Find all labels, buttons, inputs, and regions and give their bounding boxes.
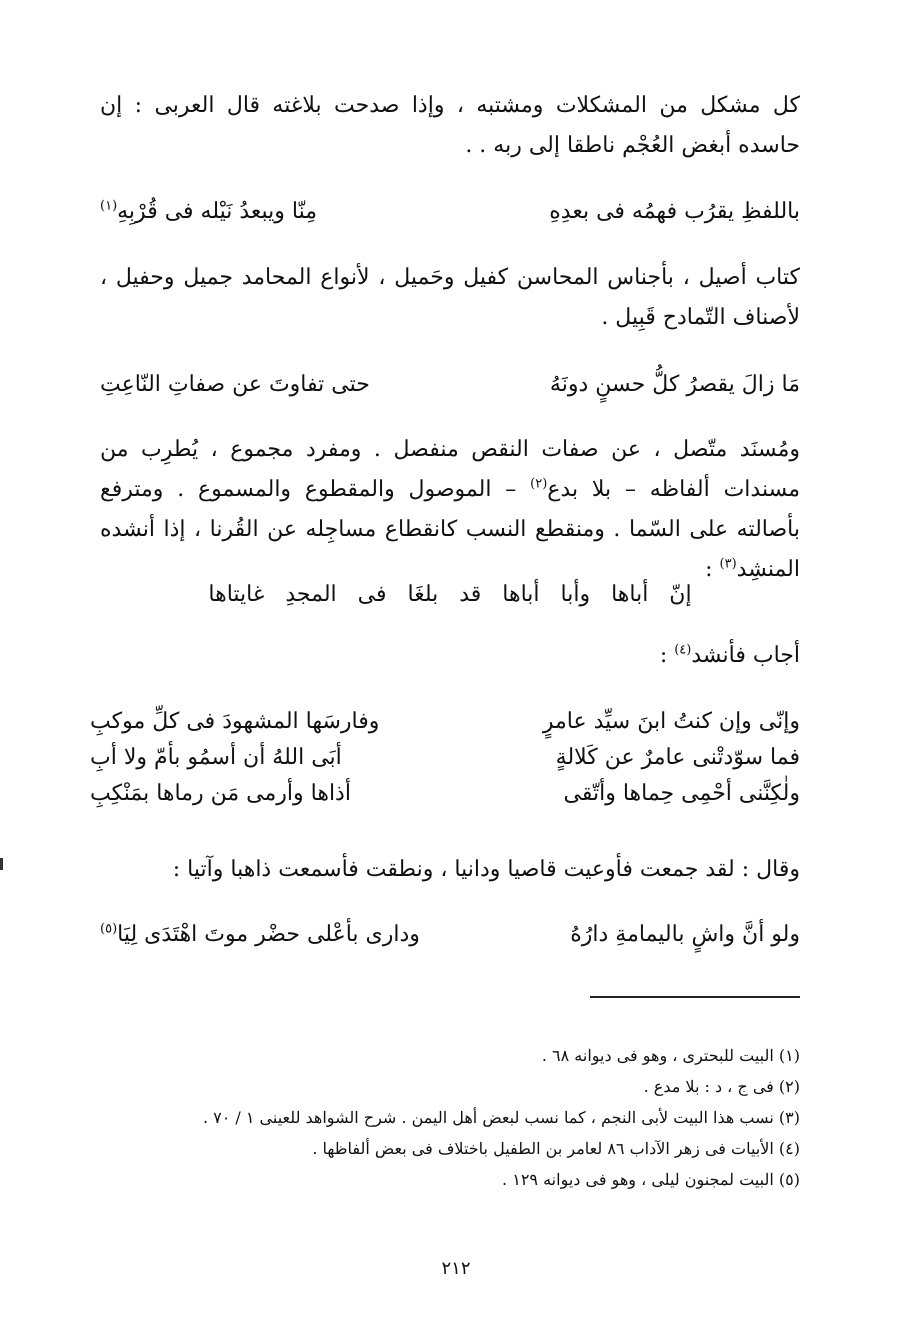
verse-3: إنّ أباها وأبا أباها قد بلغَا فى المجدِ غايتاها	[208, 582, 692, 607]
footnotes	[100, 1040, 800, 1195]
verse-4	[100, 915, 800, 955]
poem-line-1	[90, 704, 800, 740]
page-edge-mark	[0, 858, 3, 870]
poem-line-3-right: ولٰكِنَّنى أحْمِى حِماها وأتّقى	[563, 781, 800, 806]
verse-1	[100, 192, 800, 232]
footnote-ref-3: (٣)	[719, 556, 737, 572]
poem-line-1-left: وفارسَها المشهودَ فى كلِّ موكبِ	[90, 709, 380, 734]
poem-line-3-left: أذاها وأرمى مَن رماها بمَنْكِبِ	[90, 781, 351, 806]
verse-2	[100, 365, 800, 405]
verse-1-left-hemistich: مِنّا ويبعدُ نَيْله فى قُرْبِهِ$^{(١)}$	[100, 198, 318, 224]
footnote-ref-5: (٥)	[100, 921, 118, 937]
poem-line-1-right: وإنّى وإن كنتُ ابنَ سيِّد عامرٍ	[542, 709, 800, 734]
footnote-ref-1: (١)	[100, 198, 118, 214]
verse-2-left-hemistich: حتى تفاوتَ عن صفاتِ النّاعِتِ	[100, 372, 370, 397]
poem	[90, 704, 800, 812]
answer-line: أجاب فأنشد$^{(٤)}$ :	[659, 642, 800, 668]
footnote-5: (٥) البيت لمجنون ليلى ، وهو فى ديوانه ١٢٩ .	[502, 1170, 800, 1189]
verse-2-right-hemistich: مَا زالَ يقصرُ كلُّ حسنٍ دونَهُ	[549, 372, 800, 397]
poem-line-2-right: فما سوّدتْنى عامرٌ عن كَلالةٍ	[555, 745, 800, 770]
footnote-2: (٢) فى ج ، د : بلا مدع .	[643, 1077, 800, 1096]
poem-line-2-left: أبَى اللهُ أن أسمُو بأمّ ولا أبِ	[90, 745, 342, 770]
footnote-divider	[590, 996, 800, 998]
footnote-ref-2: (٢)	[530, 476, 548, 492]
footnote-ref-4: (٤)	[674, 642, 692, 658]
footnote-1: (١) البيت للبحترى ، وهو فى ديوانه ٦٨ .	[541, 1046, 800, 1065]
paragraph-4: وقال : لقد جمعت فأوعيت قاصيا ودانيا ، ونطقت فأسمعت ذاهبا وآتيا :	[172, 857, 800, 882]
poem-line-2	[90, 740, 800, 776]
verse-1-right-hemistich: باللفظِ يقرُب فهمُه فى بعدِهِ	[549, 199, 800, 224]
page-number: ٢١٢	[441, 1258, 471, 1279]
footnote-3: (٣) نسب هذا البيت لأبى النجم ، كما نسب لبعض أهل اليمن . شرح الشواهد للعينى ١ / ٧٠ .	[202, 1108, 800, 1127]
footnote-4: (٤) الأبيات فى زهر الآداب ٨٦ لعامر بن الطفيل باختلاف فى بعض ألفاظها .	[312, 1139, 800, 1158]
verse-4-right-hemistich: ولو أنَّ واشٍ باليمامةِ دارُهُ	[570, 922, 800, 947]
paragraph-1: كل مشكل من المشكلات ومشتبه ، وإذا صدحت بلاغته قال العربى : إن حاسده أبغض العُجْم ناطقا إلى ربه . .	[100, 93, 800, 158]
verse-4-left-hemistich: ودارى بأعْلى حضْر موتَ اهْتَدَى لِيَا$^{(٥)}$	[100, 921, 420, 947]
poem-line-3	[90, 776, 800, 812]
paragraph-3: ومُسنَد متّصل ، عن صفات النقص منفصل . ومفرد مجموع ، يُطرِب من مسندات ألفاظه – بلا بدع$^{(٢)}$ – الموصول والمقطوع والمسموع . ومترفع بأصالته على السّما . ومنقطع النسب كانقطاع مساجِله عن القُرنا ، إذا أنشده المنشِد$^{(٣)}$ :	[100, 437, 800, 582]
paragraph-2: كتاب أصيل ، بأجناس المحاسن كفيل وحَميل ، لأنواع المحامد جميل وحفيل ، لأصناف التّمادح قَبِيل .	[100, 265, 800, 330]
